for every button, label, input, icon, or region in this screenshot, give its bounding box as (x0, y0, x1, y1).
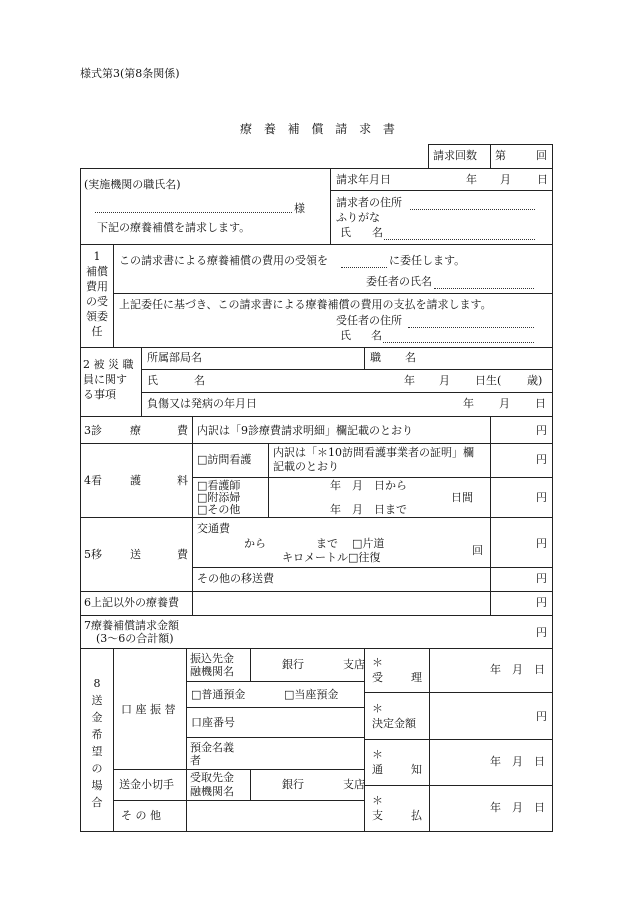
form-number-label: 様式第3(第8条関係) (80, 67, 180, 80)
sec5-label-b: 送 (130, 548, 141, 561)
agency-sama: 様 (294, 202, 305, 215)
bank-label-1: 振込先金 (190, 652, 234, 665)
form-title: 療 養 補 償 請 求 書 (240, 122, 399, 136)
sec4-yen1: 円 (536, 453, 547, 466)
birth-month: 月 (439, 374, 450, 387)
attendant-checkbox[interactable]: □附添婦 (197, 491, 241, 504)
nursing-days: 日間 (451, 491, 473, 504)
other-method-label: そ の 他 (121, 809, 161, 822)
claimant-name-label-a: 氏 (340, 226, 351, 239)
sec5-label-c: 費 (177, 548, 188, 561)
birth-day: 日生( (475, 374, 502, 387)
transport-times: 回 (472, 544, 483, 557)
nurse-checkbox[interactable]: □看護師 (197, 479, 241, 492)
sec7-yen: 円 (536, 626, 547, 639)
decision-yen: 円 (536, 710, 547, 723)
injury-month: 月 (499, 397, 510, 410)
payment-label-b: 払 (411, 809, 422, 822)
post-label-a: 職 (370, 351, 381, 364)
age-label: 歳) (527, 374, 543, 387)
normal-deposit-checkbox[interactable]: □普通預金 (191, 688, 246, 701)
branch2-suffix: 支店 (343, 778, 365, 791)
bank-label-2: 融機関名 (190, 665, 234, 678)
request-count-dai: 第 (495, 149, 506, 162)
sec6-label: 6上記以外の療養費 (84, 596, 179, 609)
oneway-checkbox[interactable]: □片道 (352, 537, 385, 550)
sec7-label-1: 7療養補償請求金額 (84, 619, 179, 632)
claimant-furigana-label: ふりがな (336, 211, 380, 224)
sec1-label: 1 補償 費用 の受 領委 任 (86, 250, 108, 338)
delegate-request-text: 上記委任に基づき、この請求書による療養補償の費用の支払を請求します。 (119, 298, 492, 311)
nursing-from: 年 月 日から (330, 479, 407, 492)
dept-label: 所属部局名 (147, 351, 202, 364)
payment-label-a: 支 (372, 809, 383, 822)
visit-detail-1: 内訳は「＊10訪問看護事業者の証明」欄 (273, 446, 474, 459)
sec3-label-a: 3診 (84, 424, 102, 437)
employee-name-label-a: 氏 (147, 374, 158, 387)
employee-name-label-b: 名 (194, 374, 205, 387)
transport-to: まで (316, 537, 338, 550)
claimant-name-label-b: 名 (372, 226, 383, 239)
sec4-label-a: 4看 (84, 474, 102, 487)
request-statement: 下記の療養補償を請求します。 (97, 221, 251, 234)
delegate-text-b: に委任します。 (389, 254, 466, 267)
birth-year: 年 (404, 374, 415, 387)
sec3-detail: 内訳は「9診療費請求明細」欄記載のとおり (197, 424, 413, 437)
payment-date: 年 月 日 (490, 801, 545, 814)
branch-suffix: 支店 (343, 658, 365, 671)
account-holder-label-2: 者 (190, 754, 201, 767)
received-label-b: 理 (411, 671, 422, 684)
account-transfer-label: 口 座 振 替 (121, 703, 176, 716)
notice-label-b: 知 (411, 763, 422, 776)
delegate-text-a: この請求書による療養補償の費用の受領を (119, 254, 328, 267)
request-count-kai: 回 (536, 149, 547, 162)
sec3-label-b: 療 (130, 424, 141, 437)
post-label-b: 名 (405, 351, 416, 364)
other-checkbox[interactable]: □その他 (197, 503, 241, 516)
injury-year: 年 (463, 397, 474, 410)
transport-from: から (244, 537, 266, 550)
received-mark: ＊ (372, 656, 383, 669)
nursing-until: 年 月 日まで (330, 503, 407, 516)
sec8-label: 8 送 金 希 望 の 場 合 (91, 677, 103, 809)
account-holder-label-1: 預金名義 (190, 741, 234, 754)
sec5-yen1: 円 (536, 537, 547, 550)
sec6-yen: 円 (536, 596, 547, 609)
bank-suffix: 銀行 (282, 658, 304, 671)
notice-label-a: 通 (372, 763, 383, 776)
remittance-check-label: 送金小切手 (119, 778, 174, 791)
decision-amount-label: 決定金額 (372, 717, 416, 730)
sec4-label-b: 護 (130, 474, 141, 487)
receiving-bank-label-1: 受取先金 (190, 771, 234, 784)
sec4-yen2: 円 (536, 491, 547, 504)
sec2-label: 2 被 災 職 員に関す る事項 (83, 358, 134, 401)
notice-date: 年 月 日 (490, 755, 545, 768)
received-label-a: 受 (372, 671, 383, 684)
receiver-name-label-b: 名 (371, 329, 382, 342)
received-date: 年 月 日 (490, 663, 545, 676)
receiver-address-label: 受任者の住所 (336, 314, 402, 327)
receiving-bank-label-2: 融機関名 (190, 785, 234, 798)
sec5-label-a: 5移 (84, 548, 102, 561)
other-transport-label: その他の移送費 (197, 572, 274, 585)
receiver-name-label-a: 氏 (340, 329, 351, 342)
injury-day: 日 (535, 397, 546, 410)
claimant-address-label: 請求者の住所 (336, 196, 402, 209)
request-count-label: 請求回数 (433, 149, 477, 162)
visit-detail-2: 記載のとおり (273, 460, 339, 473)
decision-mark: ＊ (372, 702, 383, 715)
sec3-label-c: 費 (177, 424, 188, 437)
notice-mark: ＊ (372, 748, 383, 761)
request-date-month: 月 (500, 173, 511, 186)
injury-date-label: 負傷又は発病の年月日 (147, 397, 257, 410)
account-number-label: 口座番号 (191, 716, 235, 729)
transport-label: 交通費 (197, 522, 230, 535)
delegator-name-label: 委任者の氏名 (366, 275, 432, 288)
bank2-suffix: 銀行 (282, 778, 304, 791)
sec3-yen: 円 (536, 424, 547, 437)
sec5-yen2: 円 (536, 572, 547, 585)
payment-mark: ＊ (372, 794, 383, 807)
sec4-label-c: 料 (177, 474, 188, 487)
roundtrip-checkbox[interactable]: キロメートル□往復 (282, 551, 381, 564)
request-date-label: 請求年月日 (336, 173, 391, 186)
agency-label: (実施機関の職氏名) (84, 178, 181, 191)
current-deposit-checkbox[interactable]: □当座預金 (284, 688, 339, 701)
request-date-year: 年 (466, 173, 477, 186)
request-date-day: 日 (537, 173, 548, 186)
visit-nursing-checkbox[interactable]: □訪問看護 (197, 453, 252, 466)
sec7-label-2: (3～6の合計額) (96, 632, 174, 645)
